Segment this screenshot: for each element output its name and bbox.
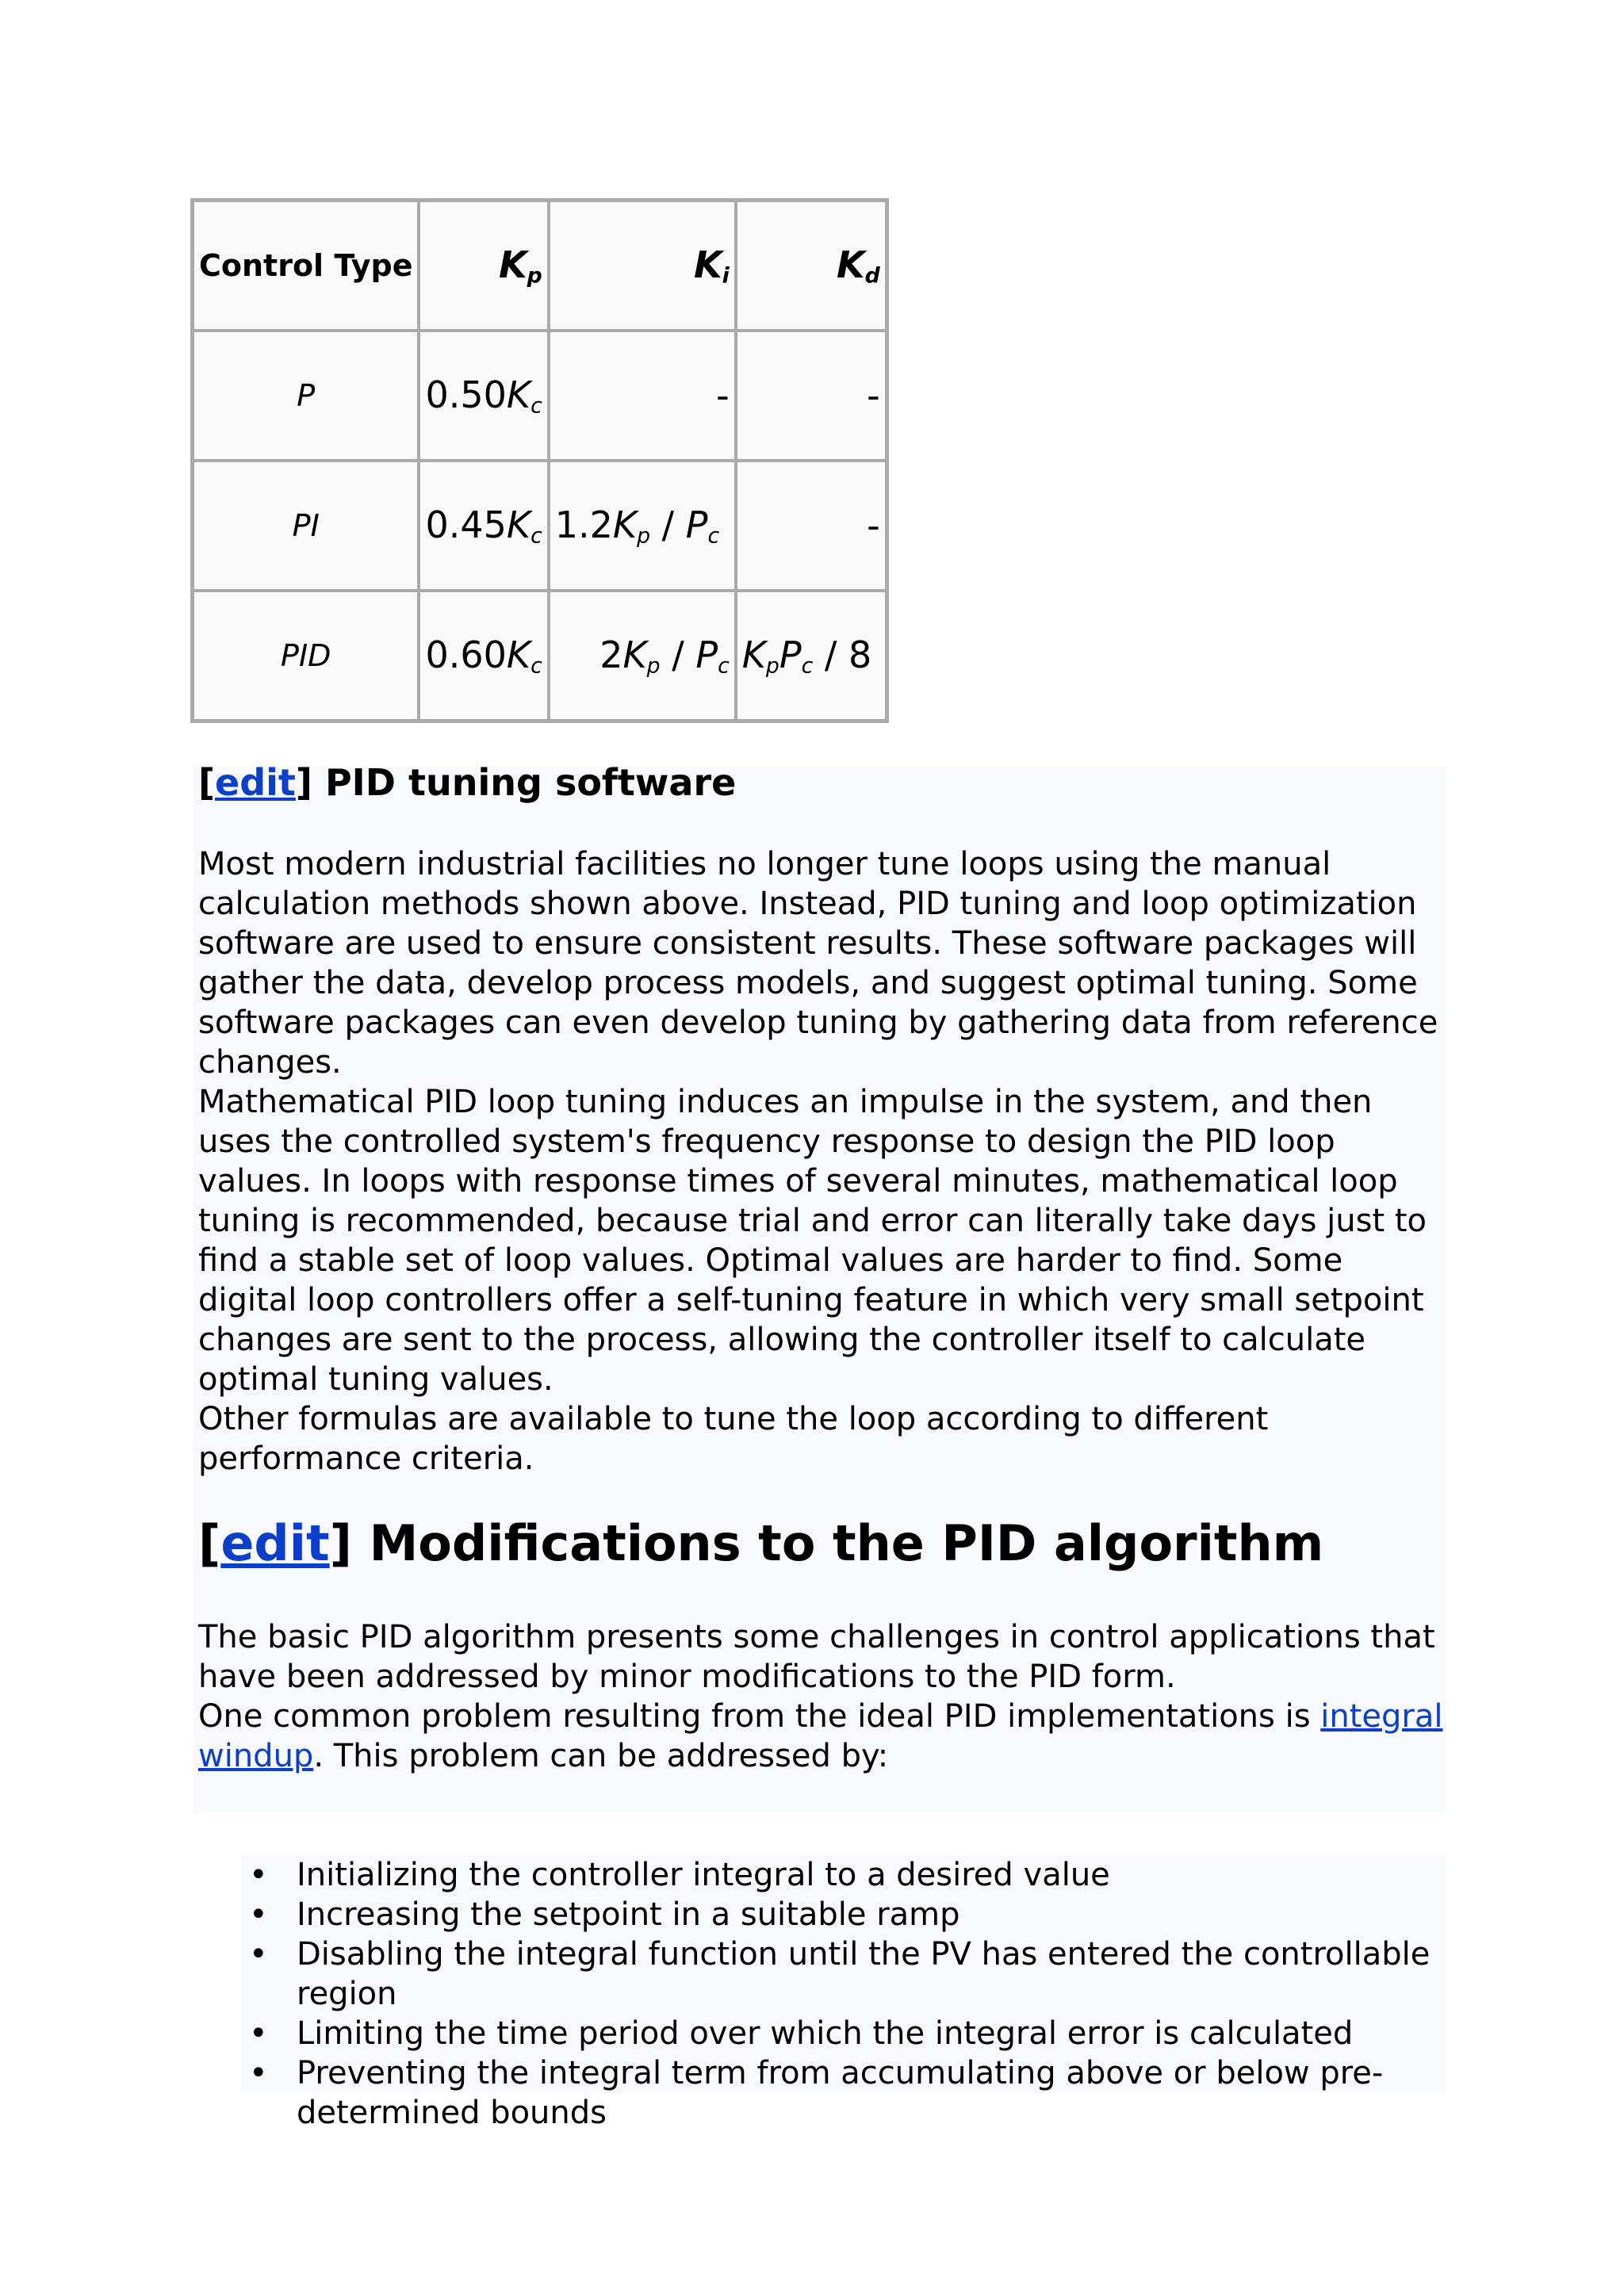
paragraph-basic-pid: The basic PID algorithm presents some challenges in control applications that have been addressed by minor modifications to the PID form. — [198, 1619, 1435, 1695]
list-item: • Disabling the integral function until the PV has entered the controllable region — [249, 1936, 1431, 2012]
bullet-icon: • — [249, 1896, 268, 1933]
list-item: • Initializing the controller integral to a desired value — [249, 1857, 1110, 1893]
bullet-icon: • — [249, 2015, 268, 2052]
table-row — [193, 591, 887, 721]
header-kp: $K_p$ — [419, 201, 548, 331]
paragraph-other-formulas: Other formulas are available to tune the loop according to different performance criteria. — [198, 1401, 1269, 1477]
ziegler-nichols-table — [190, 198, 889, 723]
cell-kd: - — [736, 331, 887, 461]
section-heading-pid-tuning-software: [edit] PID tuning software — [198, 761, 737, 804]
row-label-pid: PID — [193, 591, 419, 721]
cell-ki: - — [549, 331, 736, 461]
cell-kd: $K_pP_c / 8$ — [736, 591, 887, 721]
cell-ki: $1.2K_p / P_c$ — [549, 461, 736, 591]
header-control-type: Control Type — [193, 201, 419, 331]
bullet-icon: • — [249, 1857, 268, 1893]
cell-kd: - — [736, 461, 887, 591]
paragraph-mathematical-tuning: Mathematical PID loop tuning induces an impulse in the system, and then uses the controlled system's frequency response to design the PID loop values. In loops with response times of several minutes, mathematical loop tuning is recommended, because trial and error can literally take days just to find a stable set of loop values. Optimal values are harder to find. Some digital loop controllers offer a self-tuning feature in which very small setpoint changes are sent to the process, allowing the controller itself to calculate optimal tuning values. — [198, 1084, 1427, 1398]
table-row — [193, 331, 887, 461]
cell-ki: $2K_p / P_c$ — [549, 591, 736, 721]
table-header-row — [193, 201, 887, 331]
paragraph-integral-windup: One common problem resulting from the ideal PID implementations is integral windup. This problem can be addressed by: — [198, 1698, 1443, 1774]
windup-remedies-list — [198, 1855, 1446, 2133]
cell-kp: $0.50K_c$ — [419, 331, 548, 461]
cell-kp: $0.45K_c$ — [419, 461, 548, 591]
row-label-p: P — [193, 331, 419, 461]
section-heading-modifications: [edit] Modifications to the PID algorithm — [198, 1514, 1324, 1572]
row-label-pi: PI — [193, 461, 419, 591]
header-ki: $K_i$ — [549, 201, 736, 331]
cell-kp: $0.60K_c$ — [419, 591, 548, 721]
integral-windup-link[interactable]: integral windup — [198, 1698, 1443, 1774]
header-kd: $K_d$ — [736, 201, 887, 331]
bullet-icon: • — [249, 1936, 268, 1973]
table-row — [193, 461, 887, 591]
list-item: • Limiting the time period over which the integral error is calculated — [249, 2015, 1354, 2052]
edit-link[interactable]: edit — [215, 761, 296, 804]
bullet-icon: • — [249, 2055, 268, 2091]
edit-link[interactable]: edit — [220, 1514, 330, 1572]
list-item: • Preventing the integral term from accumulating above or below pre-determined bounds — [249, 2055, 1384, 2131]
paragraph-tuning-software: Most modern industrial facilities no longer tune loops using the manual calculation methods shown above. Instead, PID tuning and loop optimization software are used to ensure consistent results. These software packages will gather the data, develop process models, and suggest optimal tuning. Some software packages can even develop tuning by gathering data from reference changes. — [198, 846, 1438, 1081]
list-item: • Increasing the setpoint in a suitable ramp — [249, 1896, 960, 1933]
